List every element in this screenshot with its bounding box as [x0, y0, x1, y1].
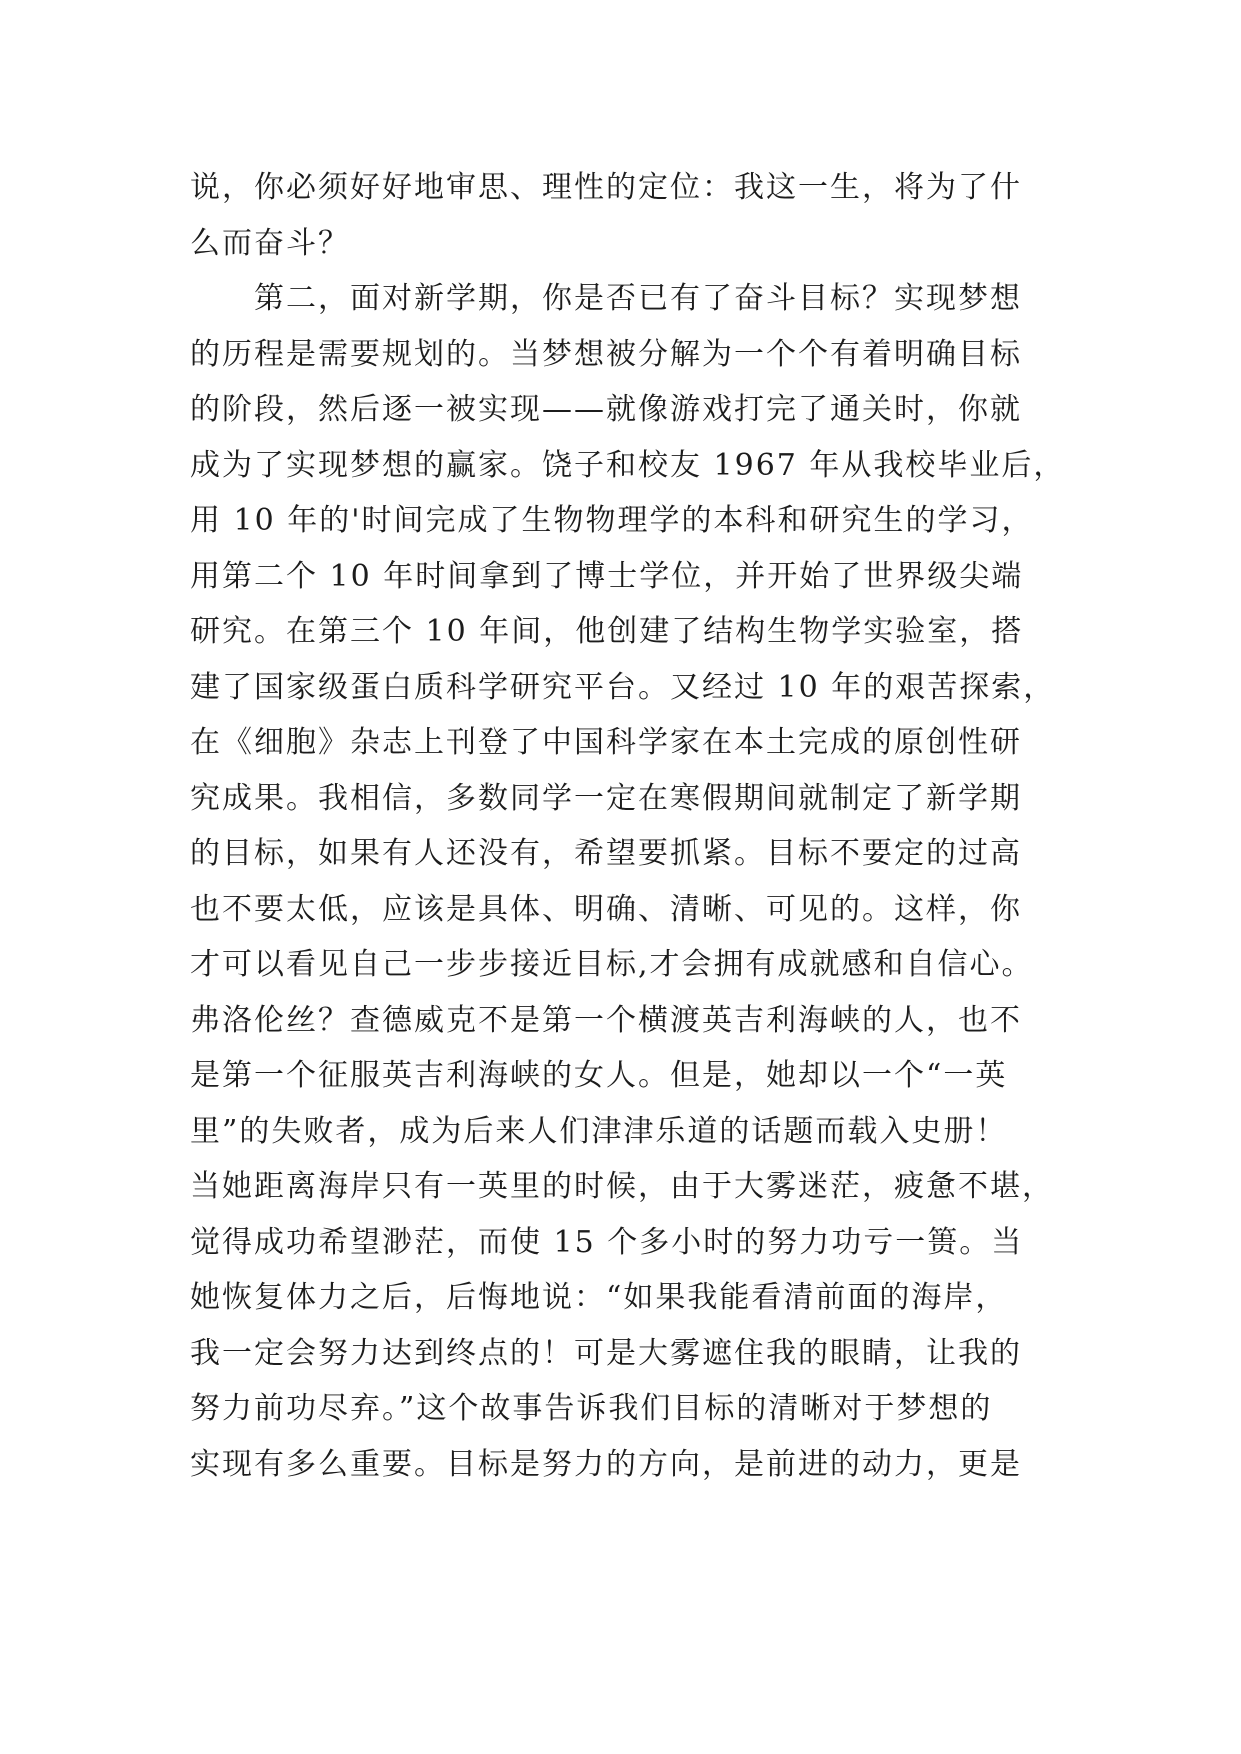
- text-line: 的阶段，然后逐一被实现——就像游戏打完了通关时，你就: [190, 392, 1022, 427]
- text-line: 成为了实现梦想的赢家。饶子和校友 1967 年从我校毕业后，: [190, 447, 1066, 483]
- text-line: 才可以看见自己一步步接近目标,才会拥有成就感和自信心。: [190, 947, 1034, 982]
- text-line: 实现有多么重要。目标是努力的方向，是前进的动力，更是: [190, 1446, 1022, 1482]
- text-line: 究成果。我相信，多数同学一定在寒假期间就制定了新学期: [190, 780, 1022, 816]
- text-line: 我一定会努力达到终点的！可是大雾遮住我的眼睛，让我的: [190, 1335, 1022, 1371]
- text-line: 用第二个 10 年时间拿到了博士学位，并开始了世界级尖端: [190, 558, 1024, 594]
- text-line: 努力前功尽弃。”这个故事告诉我们目标的清晰对于梦想的: [190, 1391, 993, 1426]
- text-line: 在《细胞》杂志上刊登了中国科学家在本土完成的原创性研: [190, 725, 1022, 760]
- text-line: 是第一个征服英吉利海峡的女人。但是，她却以一个“一英: [190, 1058, 1008, 1093]
- text-line: 觉得成功希望渺茫，而使 15 个多小时的努力功亏一篑。当: [190, 1224, 1024, 1260]
- text-line: 用 10 年的'时间完成了生物物理学的本科和研究生的学习，: [190, 503, 1034, 538]
- text-line: 当她距离海岸只有一英里的时候，由于大雾迷茫，疲惫不堪，: [190, 1169, 1054, 1204]
- text-line: 说，你必须好好地审思、理性的定位：我这一生，将为了什: [190, 170, 1022, 205]
- text-line: 也不要太低，应该是具体、明确、清晰、可见的。这样，你: [190, 891, 1022, 927]
- text-line: 建了国家级蛋白质科学研究平台。又经过 10 年的艰苦探索，: [190, 669, 1056, 705]
- text-line: 研究。在第三个 10 年间，他创建了结构生物学实验室，搭: [190, 614, 1024, 649]
- body-text: [190, 160, 1070, 1492]
- text-line: 弗洛伦丝？查德威克不是第一个横渡英吉利海峡的人，也不: [190, 1002, 1022, 1038]
- text-line: 她恢复体力之后，后悔地说：“如果我能看清前面的海岸，: [190, 1280, 1008, 1315]
- text-line: 的目标，如果有人还没有，希望要抓紧。目标不要定的过高: [190, 836, 1022, 871]
- text-line: 的历程是需要规划的。当梦想被分解为一个个有着明确目标: [190, 336, 1022, 372]
- text-line: 里”的失败者，成为后来人们津津乐道的话题而载入史册！: [190, 1113, 1008, 1149]
- text-line: 第二，面对新学期，你是否已有了奋斗目标？实现梦想: [254, 281, 1022, 316]
- text-line: 么而奋斗？: [190, 225, 350, 261]
